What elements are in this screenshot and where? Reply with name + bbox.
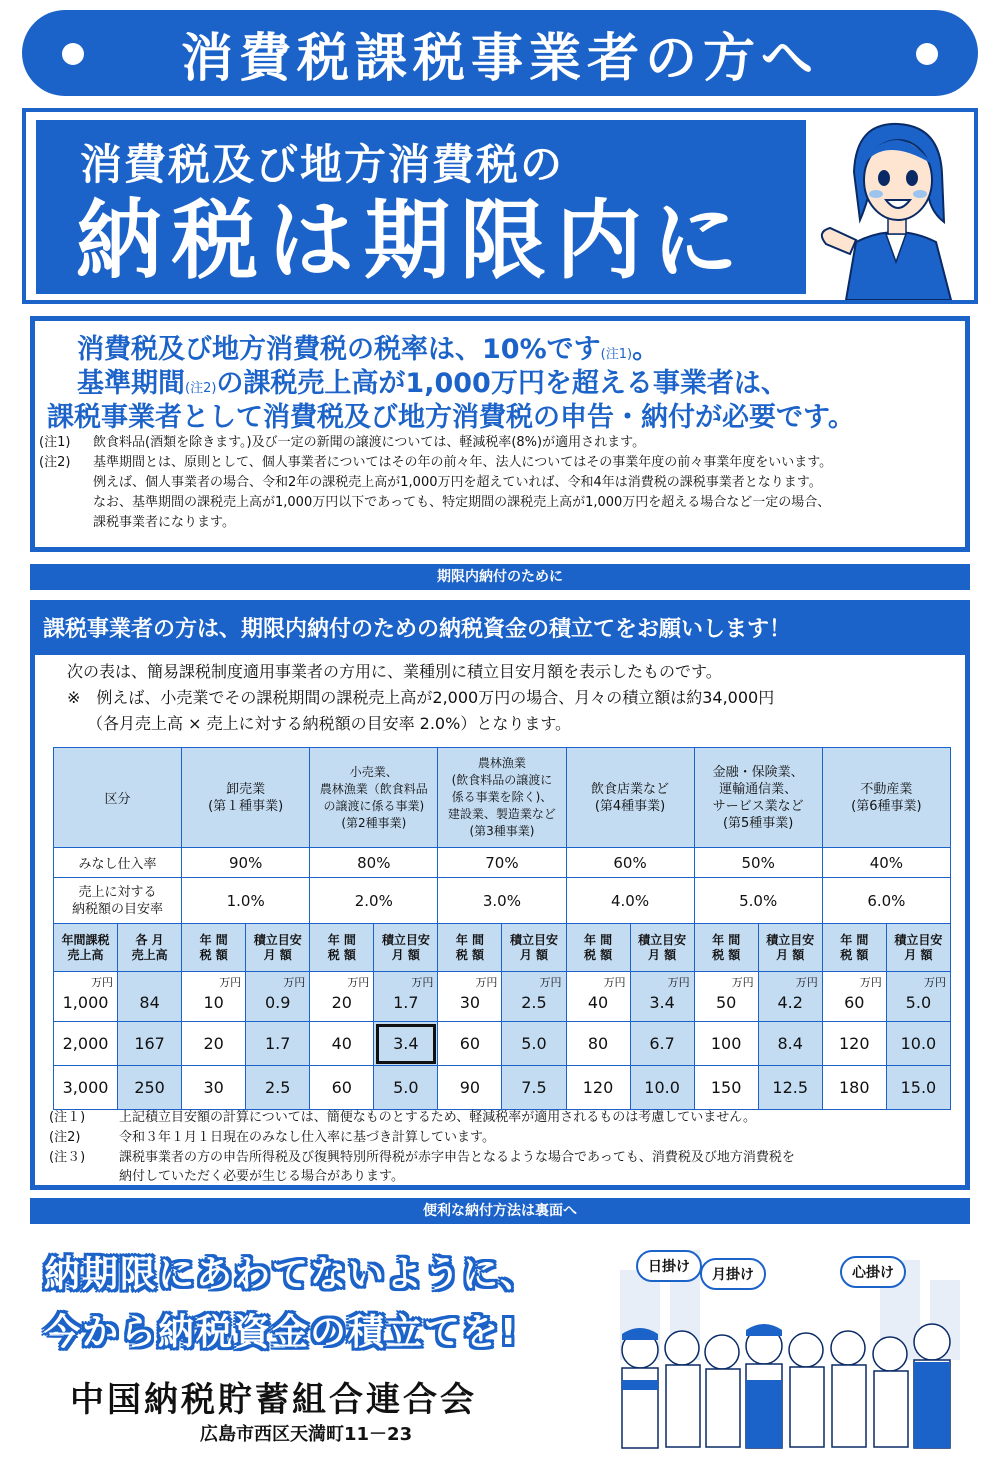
annual-tax-header xyxy=(822,924,886,972)
annual-tax-header xyxy=(438,924,502,972)
page-title: 消費税課税事業者の方へ xyxy=(180,28,819,89)
cell-value: 60 xyxy=(459,1034,481,1053)
cell-value: 20 xyxy=(331,993,352,1012)
subheader-line: 月 額 xyxy=(391,947,420,962)
monthly-reserve-cell xyxy=(886,972,950,1022)
subheader-line: 税 額 xyxy=(583,947,613,962)
cell-value: 100 xyxy=(710,1034,742,1053)
cell-value: 250 xyxy=(134,1078,165,1097)
note2-line: なお、基準期間の課税売上高が1,000万円以下であっても、特定期間の課税売上高が1,000万円を超える場合など一定の場合、 xyxy=(93,495,831,510)
unit-label: 万円 xyxy=(411,976,434,989)
industry-6-header xyxy=(822,748,950,848)
cell-value: 0.9 xyxy=(264,993,291,1012)
tax-rate-note-ref: (注1) xyxy=(600,347,633,362)
annual-tax-cell xyxy=(310,972,374,1022)
unit-label: 万円 xyxy=(219,976,242,989)
annual-tax-cell xyxy=(822,1066,886,1110)
monthly-reserve-cell xyxy=(246,972,310,1022)
subheader-line: 年間課税 xyxy=(61,932,110,947)
monthly-sales-header xyxy=(118,924,182,972)
subheader-line: 各 月 xyxy=(135,932,164,947)
monthly-reserve-header xyxy=(502,924,566,972)
tax-rate-period: 。 xyxy=(632,334,660,365)
subheader-line: 年 間 xyxy=(199,932,228,947)
bullet-dot-left xyxy=(62,43,84,65)
cell-value: 20 xyxy=(203,1034,224,1053)
monthly-reserve-cell xyxy=(374,972,438,1022)
subheader-line: 月 額 xyxy=(519,947,549,962)
minashi-value: 60% xyxy=(566,848,694,878)
unit-label: 万円 xyxy=(475,976,498,989)
annual-tax-cell xyxy=(438,972,502,1022)
subheader-line: 税 額 xyxy=(840,947,869,962)
cell-value: 12.5 xyxy=(772,1078,809,1097)
table-row-subheader xyxy=(54,924,951,972)
annual-tax-cell xyxy=(566,972,630,1022)
industry-label: 飲食店業など xyxy=(591,781,670,797)
headline-subtitle: 消費税及び地方消費税の xyxy=(80,140,565,189)
cell-value: 60 xyxy=(844,993,865,1012)
cell-value: 90 xyxy=(459,1078,481,1097)
cell-value: 180 xyxy=(839,1078,870,1097)
cell-value: 40 xyxy=(331,1034,352,1053)
monthly-reserve-cell xyxy=(886,1066,950,1110)
annual-tax-header xyxy=(182,924,246,972)
industry-label: の譲渡に係る事業) xyxy=(323,798,425,813)
note1-label: (注1) xyxy=(39,435,71,450)
annual-tax-header xyxy=(310,924,374,972)
annual-tax-cell xyxy=(182,1022,246,1066)
industry-label: (第5種事業) xyxy=(722,815,794,831)
table-row-industry xyxy=(54,748,951,848)
intro-line: ※ 例えば、小売業でその課税期間の課税売上高が2,000万円の場合、月々の積立額は約34,000円 xyxy=(67,688,775,707)
rate-label-line: 売上に対する xyxy=(78,884,157,900)
headline-panel xyxy=(36,120,806,294)
subheader-line: 税 額 xyxy=(455,947,484,962)
subheader-line: 年 間 xyxy=(455,932,484,947)
monthly-reserve-cell xyxy=(502,972,566,1022)
annual-tax-cell xyxy=(566,1066,630,1110)
section-bar-timely-payment: 期限内納付のために xyxy=(30,564,970,590)
rate-value: 6.0% xyxy=(822,878,950,924)
rate-value: 5.0% xyxy=(694,878,822,924)
section-header: 課税事業者の方は、期限内納付のための納税資金の積立てをお願いします！ xyxy=(35,605,965,655)
cell-value: 10.0 xyxy=(900,1034,937,1053)
industry-label: 運輸通信業、 xyxy=(719,781,798,797)
table-row xyxy=(54,1066,951,1110)
subheader-line: 積立目安 xyxy=(253,932,302,947)
industry-1-header xyxy=(182,748,310,848)
subheader-line: 税 額 xyxy=(199,947,228,962)
cell-value: 3,000 xyxy=(62,1078,109,1097)
minashi-value: 90% xyxy=(182,848,310,878)
cell-value: 15.0 xyxy=(900,1078,937,1097)
industry-label: サービス業など xyxy=(712,798,804,814)
subheader-line: 月 額 xyxy=(904,947,933,962)
industry-label: (第4種事業) xyxy=(594,798,666,814)
subheader-line: 積立目安 xyxy=(509,932,558,947)
industry-3-header xyxy=(438,748,566,848)
cell-value: 120 xyxy=(582,1078,614,1097)
threshold-text-b: の課税売上高が1,000万円を超える事業者は、 xyxy=(216,368,788,399)
monthly-reserve-cell xyxy=(630,1066,694,1110)
annual-tax-cell xyxy=(182,1066,246,1110)
monthly-reserve-header xyxy=(246,924,310,972)
rate-label-line: 納税額の目安率 xyxy=(72,901,164,917)
monthly-sales-cell xyxy=(118,972,182,1022)
slogan-line: 納期限にあわてないように、 xyxy=(44,1254,539,1295)
annual-sales-cell xyxy=(54,972,118,1022)
cell-value: 2,000 xyxy=(62,1034,109,1053)
note2-line: 例えば、個人事業者の場合、令和2年の課税売上高が1,000万円を超えていれば、令和4年は消費税の課税事業者となります。 xyxy=(93,475,822,490)
cell-value: 30 xyxy=(459,993,481,1012)
cell-value: 50 xyxy=(715,993,737,1012)
industry-label: 農林漁業 xyxy=(477,756,526,770)
unit-label: 万円 xyxy=(603,976,626,989)
annual-tax-cell xyxy=(310,1066,374,1110)
industry-4-header xyxy=(566,748,694,848)
subheader-line: 年 間 xyxy=(712,932,741,947)
monthly-sales-cell xyxy=(118,1066,182,1110)
cell-value: 5.0 xyxy=(905,993,932,1012)
threshold-note-ref: (注2) xyxy=(185,381,217,396)
subheader-line: 売上高 xyxy=(131,947,168,962)
monthly-reserve-header xyxy=(630,924,694,972)
industry-label: 係る事業を除く)、 xyxy=(451,790,553,804)
category-header: 区分 xyxy=(54,748,182,848)
monthly-reserve-header xyxy=(374,924,438,972)
rate-value: 3.0% xyxy=(438,878,566,924)
slogan-line: 今から納税資金の積立てを! xyxy=(44,1312,519,1353)
annual-sales-header xyxy=(54,924,118,972)
minashi-value: 40% xyxy=(822,848,950,878)
unit-label: 万円 xyxy=(91,976,114,989)
monthly-reserve-cell xyxy=(246,1066,310,1110)
footnote-text: 令和３年１月１日現在のみなし仕入率に基づき計算しています。 xyxy=(119,1130,495,1145)
annual-sales-cell xyxy=(54,1066,118,1110)
table-row-rate xyxy=(54,878,951,924)
reserve-section xyxy=(30,600,970,1190)
title-banner xyxy=(22,10,978,96)
intro-line: （各月売上高 × 売上に対する納税額の目安率 2.0%）となります。 xyxy=(87,714,572,733)
woman-illustration xyxy=(816,112,976,300)
monthly-reserve-cell xyxy=(246,1022,310,1066)
monthly-sales-cell xyxy=(118,1022,182,1066)
table-row-minashi xyxy=(54,848,951,878)
subheader-line: 積立目安 xyxy=(766,932,815,947)
cell-value: 3.4 xyxy=(393,1034,419,1053)
unit-label: 万円 xyxy=(347,976,370,989)
minashi-value: 80% xyxy=(310,848,438,878)
industry-2-header xyxy=(310,748,438,848)
speech-bubble: 心掛け xyxy=(840,1256,906,1288)
tax-rate-text: 消費税及び地方消費税の税率は、10%です xyxy=(77,334,601,365)
annual-tax-cell xyxy=(182,972,246,1022)
reserve-table xyxy=(53,747,951,1110)
reserve-table-body xyxy=(54,972,951,1110)
industry-label: 小売業、 xyxy=(349,764,398,779)
annual-tax-cell xyxy=(566,1022,630,1066)
unit-label: 万円 xyxy=(859,976,882,989)
intro-line: 次の表は、簡易課税制度適用事業者の方用に、業種別に積立目安月額を表示したものです。 xyxy=(67,662,722,681)
monthly-reserve-cell xyxy=(630,972,694,1022)
cell-value: 120 xyxy=(839,1034,870,1053)
annual-tax-cell xyxy=(310,1022,374,1066)
industry-label: (第2種事業) xyxy=(341,815,407,830)
annual-tax-cell xyxy=(438,1066,502,1110)
note1-text: 飲食料品(酒類を除きます。)及び一定の新聞の譲渡については、軽減税率(8%)が適用されます。 xyxy=(93,435,646,450)
cell-value: 5.0 xyxy=(521,1034,547,1053)
subheader-line: 税 額 xyxy=(327,947,356,962)
rate-label xyxy=(54,878,182,924)
unit-label: 万円 xyxy=(667,976,690,989)
tax-rate-info-box xyxy=(30,316,970,552)
industry-label: (第3種事業) xyxy=(469,824,535,838)
monthly-reserve-cell xyxy=(502,1022,566,1066)
subheader-line: 月 額 xyxy=(648,947,677,962)
footnote-text: 課税事業者の方の申告所得税及び復興特別所得税が赤字申告となるような場合であっても、消費税及び地方消費税を xyxy=(119,1150,795,1165)
monthly-reserve-cell xyxy=(374,1066,438,1110)
cell-value: 8.4 xyxy=(777,1034,803,1053)
monthly-reserve-header xyxy=(758,924,822,972)
cell-value: 1.7 xyxy=(264,1034,291,1053)
annual-tax-cell xyxy=(822,1022,886,1066)
cell-value: 40 xyxy=(587,993,609,1012)
subheader-line: 月 額 xyxy=(263,947,292,962)
subheader-line: 積立目安 xyxy=(894,932,943,947)
cell-value: 2.5 xyxy=(264,1078,291,1097)
unit-label: 万円 xyxy=(924,976,946,989)
threshold-text-a: 基準期間 xyxy=(77,368,185,399)
minashi-value: 50% xyxy=(694,848,822,878)
monthly-reserve-cell xyxy=(374,1022,438,1066)
cell-value: 4.2 xyxy=(777,993,803,1012)
rate-value: 1.0% xyxy=(182,878,310,924)
monthly-reserve-cell xyxy=(502,1066,566,1110)
cell-value: 1,000 xyxy=(62,993,109,1012)
speech-bubble: 日掛け xyxy=(636,1250,702,1282)
footnote-text: 納付していただく必要が生じる場合があります。 xyxy=(119,1169,404,1184)
minashi-value: 70% xyxy=(438,848,566,878)
cell-value: 80 xyxy=(587,1034,609,1053)
subheader-line: 年 間 xyxy=(583,932,613,947)
speech-bubble: 月掛け xyxy=(700,1258,766,1290)
annual-tax-cell xyxy=(694,1066,758,1110)
cell-value: 1.7 xyxy=(393,993,419,1012)
monthly-reserve-cell xyxy=(758,972,822,1022)
industry-label: 建設業、製造業など xyxy=(447,807,556,821)
monthly-reserve-cell xyxy=(758,1022,822,1066)
cell-value: 10.0 xyxy=(644,1078,680,1097)
industry-label: 卸売業 xyxy=(226,781,266,797)
cell-value: 30 xyxy=(203,1078,224,1097)
footnote-label: (注３) xyxy=(49,1150,86,1165)
subheader-line: 年 間 xyxy=(327,932,356,947)
footnote-label: (注１) xyxy=(49,1110,86,1125)
headline-main: 納税は期限内に xyxy=(76,191,748,291)
cell-value: 5.0 xyxy=(393,1078,419,1097)
cell-value: 7.5 xyxy=(521,1078,547,1097)
footnote-label: (注2) xyxy=(49,1130,81,1145)
industry-label: 不動産業 xyxy=(860,781,913,797)
industry-label: (第１種事業) xyxy=(208,798,284,814)
monthly-reserve-cell xyxy=(630,1022,694,1066)
subheader-line: 年 間 xyxy=(840,932,869,947)
monthly-reserve-cell xyxy=(758,1066,822,1110)
annual-tax-cell xyxy=(822,972,886,1022)
table-row xyxy=(54,1022,951,1066)
organization-name: 中国納税貯蓄組合連合会 xyxy=(70,1380,477,1420)
unit-label: 万円 xyxy=(539,976,562,989)
cell-value: 150 xyxy=(710,1078,742,1097)
unit-label: 万円 xyxy=(795,976,818,989)
cell-value: 2.5 xyxy=(521,993,547,1012)
note2-label: (注2) xyxy=(39,455,71,470)
note2-line: 課税事業者になります。 xyxy=(93,515,235,530)
subheader-line: 積立目安 xyxy=(638,932,687,947)
annual-sales-cell xyxy=(54,1022,118,1066)
industry-label: 金融・保険業、 xyxy=(712,764,804,780)
obligation-statement: 課税事業者として消費税及び地方消費税の申告・納付が必要です。 xyxy=(47,402,855,433)
organization-address: 広島市西区天満町11－23 xyxy=(200,1424,413,1445)
industry-label: (第6種事業) xyxy=(851,798,922,814)
industry-5-header xyxy=(694,748,822,848)
bullet-dot-right xyxy=(916,43,938,65)
minashi-label: みなし仕入率 xyxy=(54,848,182,878)
cell-value: 84 xyxy=(139,993,160,1012)
monthly-reserve-header xyxy=(886,924,950,972)
industry-label: (飲食料品の譲渡に xyxy=(451,773,553,787)
subheader-line: 税 額 xyxy=(712,947,741,962)
subheader-line: 積立目安 xyxy=(381,932,430,947)
industry-label: 農林漁業（飲食料品 xyxy=(319,781,428,796)
cell-value: 6.7 xyxy=(649,1034,675,1053)
unit-label: 万円 xyxy=(731,976,754,989)
footnote-text: 上記積立目安額の計算については、簡便なものとするため、軽減税率が適用されるものは考慮していません。 xyxy=(119,1110,757,1125)
rate-value: 2.0% xyxy=(310,878,438,924)
table-row xyxy=(54,972,951,1022)
annual-tax-cell xyxy=(438,1022,502,1066)
cell-value: 60 xyxy=(331,1078,352,1097)
cell-value: 167 xyxy=(134,1034,165,1053)
subheader-line: 月 額 xyxy=(776,947,805,962)
monthly-reserve-cell xyxy=(886,1022,950,1066)
annual-tax-cell xyxy=(694,972,758,1022)
annual-tax-cell xyxy=(694,1022,758,1066)
rate-value: 4.0% xyxy=(566,878,694,924)
section-bar-payment-methods: 便利な納付方法は裏面へ xyxy=(30,1198,970,1224)
annual-tax-header xyxy=(694,924,758,972)
headline-banner xyxy=(22,108,978,304)
subheader-line: 売上高 xyxy=(67,947,104,962)
note2-line: 基準期間とは、原則として、個人事業者についてはその年の前々年、法人についてはその事業年度の前々事業年度をいいます。 xyxy=(93,455,833,470)
cell-value: 3.4 xyxy=(649,993,675,1012)
unit-label: 万円 xyxy=(283,976,306,989)
cell-value: 10 xyxy=(203,993,224,1012)
annual-tax-header xyxy=(566,924,630,972)
